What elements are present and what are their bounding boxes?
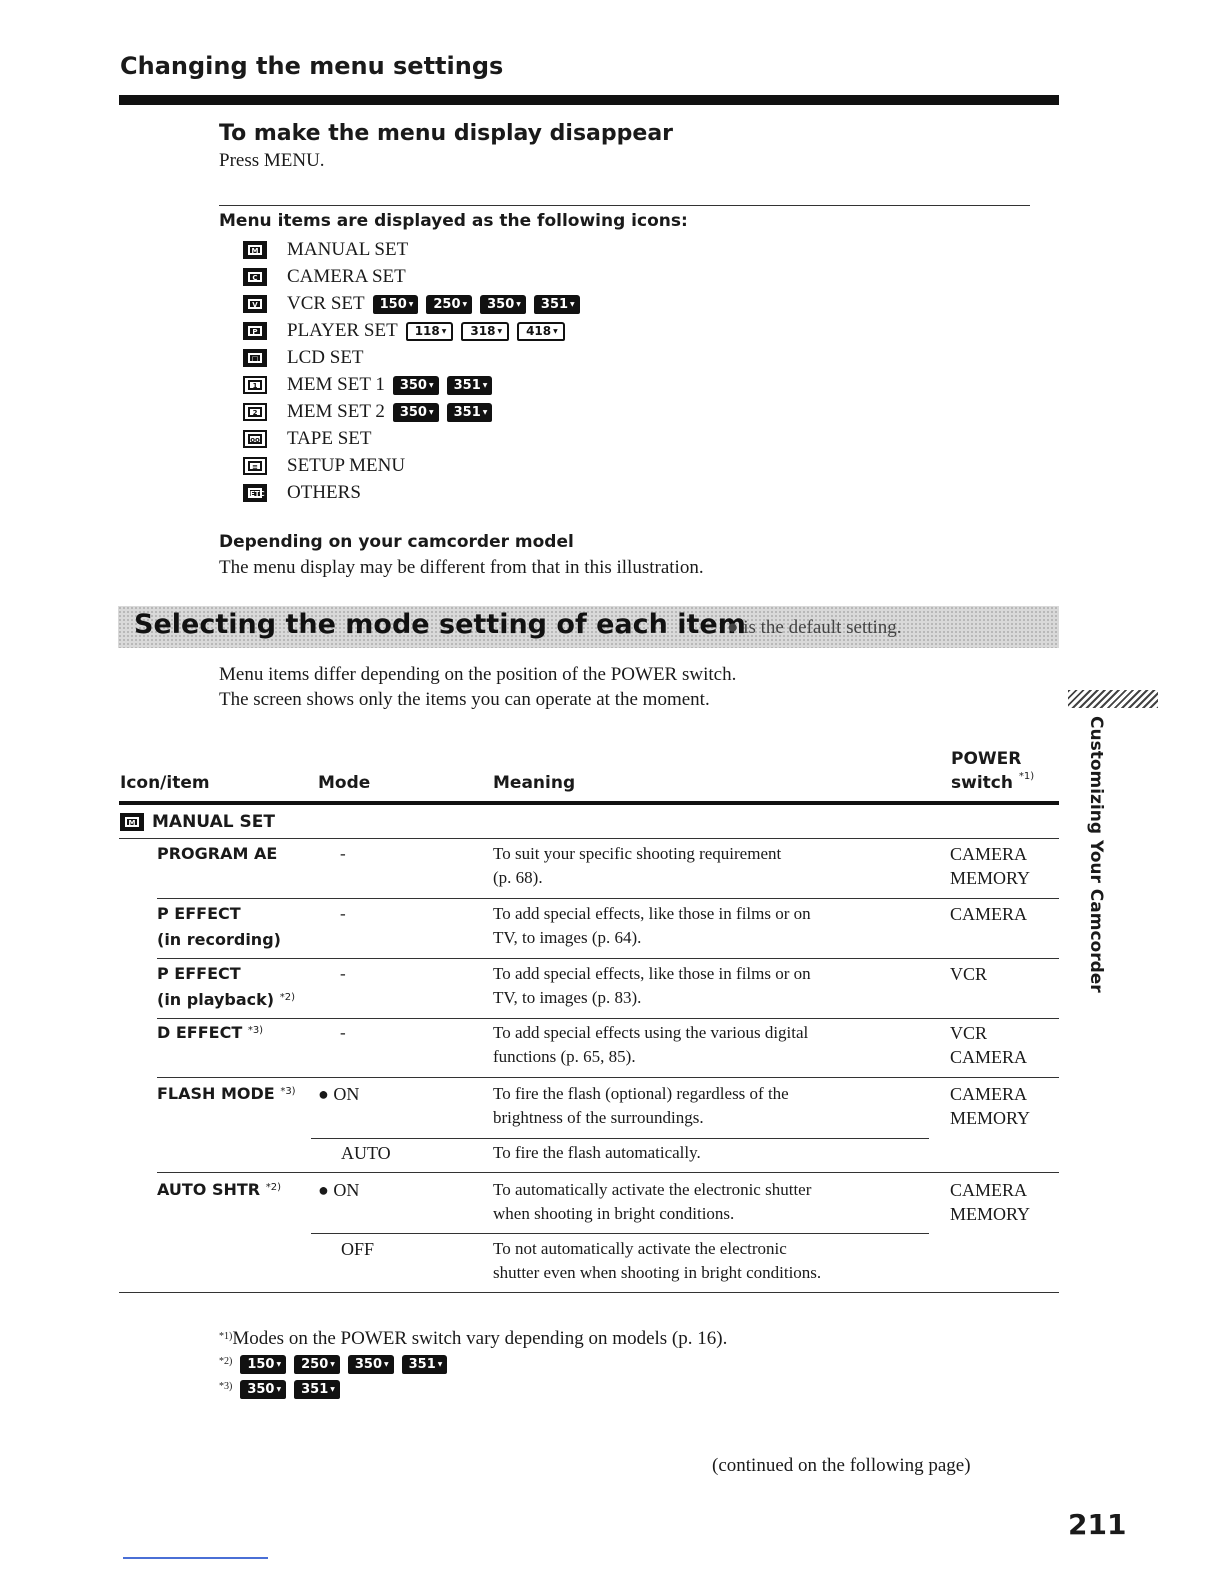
flash-mode-label: FLASH MODE	[157, 1084, 275, 1103]
sub-row-rule	[311, 1138, 929, 1139]
col-header-meaning: Meaning	[493, 773, 576, 793]
menu-icon-row	[243, 290, 580, 317]
disappear-text: Press MENU.	[219, 150, 325, 171]
row-rule	[119, 838, 1059, 839]
shtr-power-2: MEMORY	[950, 1204, 1031, 1224]
item-power-1: CAMERA	[950, 904, 1028, 924]
item-mode: -	[340, 904, 346, 923]
flash-mode-name	[157, 1082, 296, 1106]
model-badge-351: 351 ▼	[447, 376, 493, 395]
table-header-rule	[119, 801, 1059, 805]
model-badge-351: 351 ▼	[534, 295, 580, 314]
item-name-line-1: D EFFECT	[157, 1023, 243, 1042]
shtr-off-meaning-1: To not automatically activate the electronic	[493, 1239, 787, 1258]
page-number: 211	[1068, 1508, 1127, 1541]
item-meaning-2: TV, to images (p. 83).	[493, 988, 642, 1007]
model-badge-350: 350 ▼	[480, 295, 526, 314]
col-header-mode: Mode	[318, 773, 371, 793]
setup-menu-icon: ≡	[243, 457, 267, 475]
model-badge-350: 350 ▼	[393, 376, 439, 395]
footnote-2-mark: *2)	[219, 1356, 233, 1367]
flash-auto-meaning: To fire the flash automatically.	[493, 1143, 701, 1162]
menu-icon-label: MEM SET 1	[287, 373, 385, 395]
depending-label: Depending on your camcorder model	[219, 532, 574, 552]
shtr-on-mode: ● ON	[318, 1180, 360, 1200]
side-tab-text: Customizing Your Camcorder	[1086, 716, 1106, 993]
auto-shtr-name	[157, 1178, 281, 1202]
item-meaning-2: functions (p. 65, 85).	[493, 1047, 636, 1066]
model-badge-318: 318 ▼	[461, 322, 509, 341]
item-name-sub: (in playback)	[157, 990, 275, 1009]
col-header-item: Icon/item	[120, 773, 210, 793]
menu-icon-row	[243, 452, 580, 479]
menu-icon-row	[243, 344, 580, 371]
item-power-1: CAMERA	[950, 844, 1028, 864]
menu-icon-label: CAMERA SET	[287, 265, 406, 287]
player-set-icon: P	[243, 322, 267, 340]
footnote-3	[219, 1376, 727, 1401]
menu-icon-row	[243, 398, 580, 425]
banner-default-note: ● is the default setting.	[727, 617, 902, 638]
row-rule	[157, 898, 1059, 899]
item-mode: -	[340, 844, 346, 863]
flash-power-2: MEMORY	[950, 1108, 1031, 1128]
model-badge-351: 351 ▼	[402, 1355, 448, 1374]
menu-icon-label: MEM SET 2	[287, 400, 385, 422]
banner-title: Selecting the mode setting of each item	[134, 609, 746, 640]
camera-set-icon: C	[243, 268, 267, 286]
others-icon: ETC	[243, 484, 267, 502]
model-badge-118: 118 ▼	[406, 322, 454, 341]
lcd-set-icon: □	[243, 349, 267, 367]
menu-icon-label: PLAYER SET	[287, 319, 398, 341]
menu-icon-label: OTHERS	[287, 481, 361, 503]
footnotes	[219, 1326, 727, 1401]
flash-auto-mode: AUTO	[341, 1143, 391, 1163]
footnote-1-mark: *1)	[219, 1331, 233, 1342]
sub-row-rule	[311, 1233, 929, 1234]
continued-note: (continued on the following page)	[712, 1455, 971, 1476]
col-header-power-line1: POWER	[951, 749, 1022, 769]
side-tab-pattern	[1068, 690, 1158, 708]
menu-icon-row	[243, 371, 580, 398]
power-switch-label: switch	[951, 773, 1013, 793]
item-name-line-2	[157, 928, 281, 952]
model-badge-350: 350 ▼	[393, 403, 439, 422]
menu-icon-label: TAPE SET	[287, 427, 372, 449]
model-badge-350: 350 ▼	[348, 1355, 394, 1374]
item-name-line-2	[157, 988, 295, 1012]
item-mode: -	[340, 964, 346, 983]
vcr-set-icon: V	[243, 295, 267, 313]
shtr-off-mode: OFF	[341, 1239, 375, 1259]
model-badge-350: 350 ▼	[240, 1380, 286, 1399]
row-rule	[157, 958, 1059, 959]
item-meaning-1: To add special effects, like those in films or on	[493, 904, 811, 923]
flash-mode-footnote: *3)	[280, 1086, 296, 1097]
item-meaning-2: TV, to images (p. 64).	[493, 928, 642, 947]
item-name	[157, 1021, 263, 1045]
item-footnote-ref: *3)	[247, 1025, 264, 1036]
menu-icon-label: VCR SET	[287, 292, 365, 314]
page-title: Changing the menu settings	[120, 52, 504, 80]
item-name-line-1: P EFFECT	[157, 904, 241, 923]
tape-set-icon: oo	[243, 430, 267, 448]
depending-text: The menu display may be different from that in this illustration.	[219, 557, 704, 578]
disappear-heading: To make the menu display disappear	[219, 121, 674, 146]
menu-icon-label: SETUP MENU	[287, 454, 406, 476]
flash-on-mode: ● ON	[318, 1084, 360, 1104]
shtr-on-meaning-2: when shooting in bright conditions.	[493, 1204, 735, 1223]
power-footnote-ref: *1)	[1018, 771, 1035, 782]
footnote-2	[219, 1351, 727, 1376]
auto-shtr-footnote: *2)	[265, 1182, 281, 1193]
manual-set-icon: M	[120, 813, 144, 831]
shtr-on-meaning-1: To automatically activate the electronic shutter	[493, 1180, 812, 1199]
section-manual-set	[120, 810, 275, 834]
intro-line-1: Menu items differ depending on the position of the POWER switch.	[219, 664, 737, 685]
intro-line-2: The screen shows only the items you can operate at the moment.	[219, 689, 710, 710]
mem-set-2-icon: 2	[243, 403, 267, 421]
icons-label: Menu items are displayed as the following icons:	[219, 211, 688, 231]
item-name-sub: (in recording)	[157, 930, 281, 949]
item-power-2: MEMORY	[950, 868, 1031, 888]
section-rule	[219, 205, 1030, 206]
row-rule	[157, 1172, 1059, 1173]
menu-icon-row	[243, 317, 580, 344]
menu-icon-row	[243, 479, 580, 506]
item-name	[157, 842, 277, 866]
row-rule	[157, 1018, 1059, 1019]
menu-icon-list	[243, 236, 580, 506]
flash-on-meaning-1: To fire the flash (optional) regardless of the	[493, 1084, 789, 1103]
item-name	[157, 902, 241, 926]
model-badge-150: 150 ▼	[373, 295, 419, 314]
footer-underline	[123, 1557, 268, 1559]
item-meaning-1: To add special effects using the various digital	[493, 1023, 809, 1042]
item-power-2: CAMERA	[950, 1047, 1028, 1067]
menu-icon-label: LCD SET	[287, 346, 364, 368]
mem-set-1-icon: 1	[243, 376, 267, 394]
footnote-1-text: Modes on the POWER switch vary depending on models (p. 16).	[232, 1327, 728, 1349]
flash-power-1: CAMERA	[950, 1084, 1028, 1104]
item-meaning-1: To add special effects, like those in films or on	[493, 964, 811, 983]
menu-icon-row	[243, 263, 580, 290]
section-title: MANUAL SET	[152, 812, 275, 832]
model-badge-418: 418 ▼	[517, 322, 565, 341]
model-badge-250: 250 ▼	[426, 295, 472, 314]
item-name-line-1: PROGRAM AE	[157, 844, 278, 863]
item-name	[157, 962, 241, 986]
header-rule	[119, 95, 1059, 105]
footnote-1	[219, 1326, 727, 1351]
flash-on-meaning-2: brightness of the surroundings.	[493, 1108, 704, 1127]
model-badge-150: 150 ▼	[240, 1355, 286, 1374]
item-name-line-1: P EFFECT	[157, 964, 241, 983]
item-power-1: VCR	[950, 1023, 988, 1043]
model-badge-351: 351 ▼	[294, 1380, 340, 1399]
row-rule	[157, 1077, 1059, 1078]
model-badge-250: 250 ▼	[294, 1355, 340, 1374]
item-meaning-2: (p. 68).	[493, 868, 543, 887]
item-footnote-ref: *2)	[279, 992, 295, 1003]
menu-icon-row	[243, 236, 580, 263]
item-power-1: VCR	[950, 964, 988, 984]
shtr-off-meaning-2: shutter even when shooting in bright conditions.	[493, 1263, 822, 1282]
model-badge-351: 351 ▼	[447, 403, 493, 422]
menu-icon-row	[243, 425, 580, 452]
auto-shtr-label: AUTO SHTR	[157, 1180, 261, 1199]
shtr-power-1: CAMERA	[950, 1180, 1028, 1200]
manual-set-icon: M	[243, 241, 267, 259]
footnote-3-mark: *3)	[219, 1381, 233, 1392]
col-header-power-line2	[951, 773, 1034, 793]
item-meaning-1: To suit your specific shooting requirement	[493, 844, 782, 863]
table-bottom-rule	[119, 1292, 1059, 1293]
item-mode: -	[340, 1023, 346, 1042]
menu-icon-label: MANUAL SET	[287, 238, 409, 260]
